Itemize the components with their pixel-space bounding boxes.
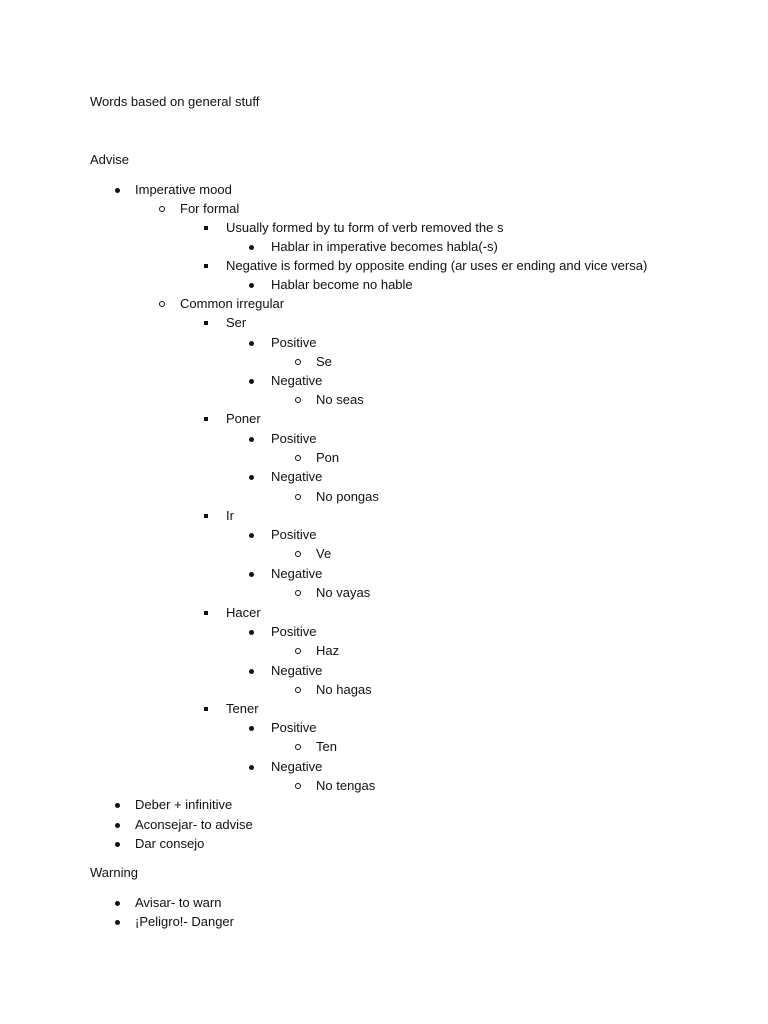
disc-bullet-icon (249, 765, 254, 770)
circle-bullet-icon (159, 206, 165, 212)
list-item-label: Aconsejar- to advise (135, 817, 253, 832)
disc-bullet-icon (115, 803, 120, 808)
disc-bullet-icon (249, 379, 254, 384)
list-item-label: Ir (226, 508, 234, 523)
list-item-label: No hagas (316, 682, 372, 697)
list-item-label: Positive (271, 624, 317, 639)
list-item-label: Negative (271, 759, 323, 774)
circle-bullet-icon (295, 397, 301, 403)
circle-bullet-icon (295, 783, 301, 789)
section-heading-warning: Warning (90, 865, 138, 880)
list-item-label: Hablar become no hable (271, 277, 413, 292)
circle-bullet-icon (295, 551, 301, 557)
disc-bullet-icon (249, 630, 254, 635)
list-item-label: Ve (316, 546, 332, 561)
square-bullet-icon (204, 321, 208, 325)
disc-bullet-icon (115, 920, 120, 925)
circle-bullet-icon (295, 359, 301, 365)
square-bullet-icon (204, 226, 208, 230)
disc-bullet-icon (115, 842, 120, 847)
circle-bullet-icon (295, 744, 301, 750)
circle-bullet-icon (159, 301, 165, 307)
disc-bullet-icon (249, 437, 254, 442)
list-item-label: Hablar in imperative becomes habla(-s) (271, 239, 498, 254)
list-item-label: Pon (316, 450, 340, 465)
list-item-label: No pongas (316, 489, 379, 504)
square-bullet-icon (204, 264, 208, 268)
section-heading-advise: Advise (90, 152, 130, 167)
square-bullet-icon (204, 707, 208, 711)
square-bullet-icon (204, 417, 208, 421)
disc-bullet-icon (249, 341, 254, 346)
circle-bullet-icon (295, 590, 301, 596)
list-item-label: Negative is formed by opposite ending (ar uses er ending and vice versa) (226, 258, 648, 273)
list-item-label: Ten (316, 739, 337, 754)
list-item-label: No seas (316, 392, 364, 407)
list-item-label: ¡Peligro!- Danger (135, 914, 234, 929)
square-bullet-icon (204, 611, 208, 615)
circle-bullet-icon (295, 687, 301, 693)
circle-bullet-icon (295, 648, 301, 654)
list-item-label: Negative (271, 373, 323, 388)
list-item-label: Deber + infinitive (135, 797, 233, 812)
list-item-label: Negative (271, 469, 323, 484)
circle-bullet-icon (295, 494, 301, 500)
disc-bullet-icon (249, 475, 254, 480)
disc-bullet-icon (249, 726, 254, 731)
list-item-label: Dar consejo (135, 836, 205, 851)
list-item-label: Avisar- to warn (135, 895, 222, 910)
disc-bullet-icon (249, 283, 254, 288)
disc-bullet-icon (249, 669, 254, 674)
disc-bullet-icon (115, 823, 120, 828)
list-item-label: No tengas (316, 778, 376, 793)
circle-bullet-icon (295, 455, 301, 461)
list-item-label: Poner (226, 411, 261, 426)
list-item-label: Se (316, 354, 332, 369)
list-item-label: Usually formed by tu form of verb removed the s (226, 220, 504, 235)
list-item-label: Positive (271, 431, 317, 446)
disc-bullet-icon (115, 901, 120, 906)
list-item-label: Ser (226, 315, 247, 330)
list-item-label: Negative (271, 663, 323, 678)
list-item-label: Negative (271, 566, 323, 581)
list-item-label: Positive (271, 527, 317, 542)
disc-bullet-icon (249, 245, 254, 250)
list-item-label: Tener (226, 701, 259, 716)
disc-bullet-icon (249, 572, 254, 577)
list-item-label: Imperative mood (135, 182, 232, 197)
list-item-label: Hacer (226, 605, 261, 620)
list-item-label: Positive (271, 335, 317, 350)
list-item-label: Common irregular (180, 296, 285, 311)
disc-bullet-icon (249, 533, 254, 538)
list-item-label: Haz (316, 643, 340, 658)
list-item-label: No vayas (316, 585, 371, 600)
square-bullet-icon (204, 514, 208, 518)
document-title: Words based on general stuff (90, 94, 260, 109)
list-item-label: Positive (271, 720, 317, 735)
list-item-label: For formal (180, 201, 240, 216)
disc-bullet-icon (115, 188, 120, 193)
